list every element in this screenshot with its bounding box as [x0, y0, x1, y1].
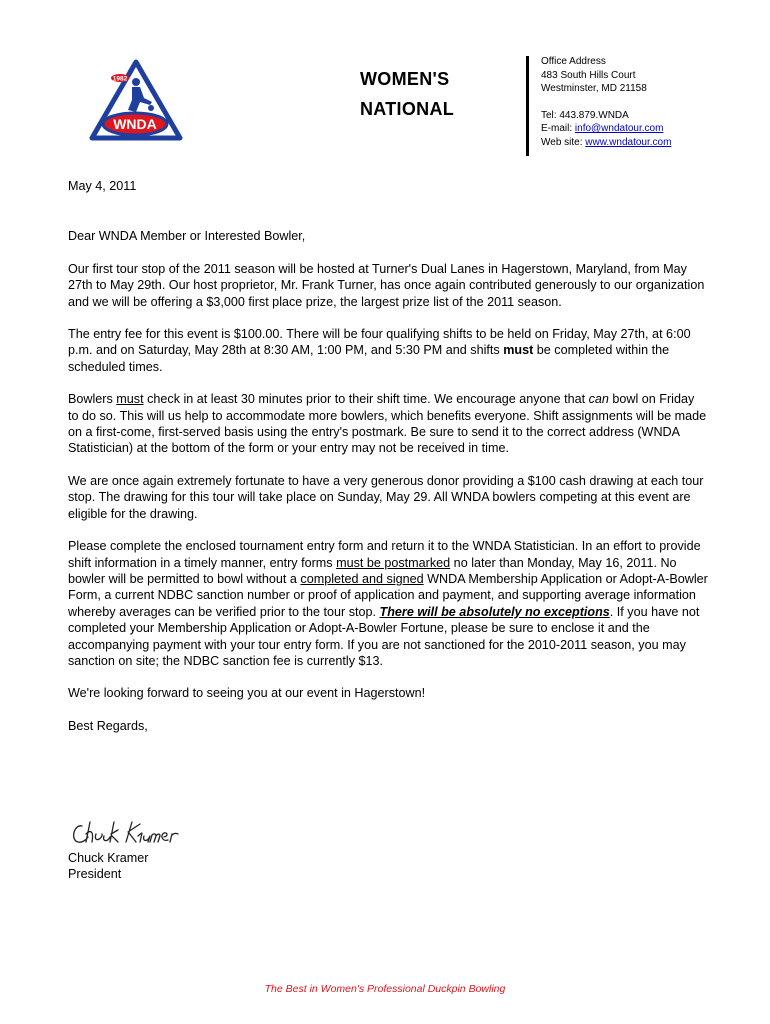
email-link[interactable]: info@wndatour.com	[574, 123, 664, 134]
email-label: E-mail:	[541, 123, 575, 134]
underline-completed: completed and signed	[300, 571, 424, 586]
signatory-name: Chuck Kramer	[68, 851, 149, 865]
closing: Best Regards,	[68, 718, 148, 733]
signatory-title: President	[68, 867, 122, 882]
header-divider	[526, 56, 529, 156]
org-name	[360, 64, 454, 124]
website-link[interactable]: www.wndatour.com	[585, 136, 672, 148]
contact-block	[541, 55, 671, 149]
letter-body	[68, 178, 708, 734]
logo-letters: WNDA	[113, 116, 157, 132]
underline-must: must	[116, 392, 144, 407]
logo-year: 1982	[112, 75, 128, 83]
address-line-2: Westminster, MD 21158	[541, 83, 647, 94]
website-row	[541, 136, 671, 150]
signatory	[68, 850, 148, 883]
letter-date: May 4, 2011	[68, 179, 137, 193]
emphasis-must: must	[503, 343, 534, 358]
paragraph-4: We are once again extremely fortunate to have a very generous donor providing a $100 cash drawing at each tour stop. The drawing for this tour will take place on Sunday, May 29. All WNDA bowlers competing at this event are eligible for the drawing.	[68, 473, 704, 521]
emphasis-can: can	[588, 392, 609, 407]
email-row	[541, 122, 671, 136]
paragraph-1: Our first tour stop of the 2011 season will be hosted at Turner's Dual Lanes in Hagerstown, Maryland, from May 27th to May 29th. Our host proprietor, Mr. Frank Turner, has once again contributed generously to our organization and we will be offering a $3,000 first place prize, the largest prize list of the 2011 season.	[68, 261, 705, 309]
website-label: Web site:	[541, 136, 586, 148]
paragraph-3: Bowlers must check in at least 30 minutes prior to their shift time. We encourage anyone that can bowl on Friday to do so. This will us help to accommodate more bowlers, which benefits everyone. Shift assignments will be made on a first-come, first-served basis using the entry's postmark. Be sure to send it to the correct address (WNDA Statistician) at the bottom of the form or your entry may not be received in time.	[68, 392, 707, 456]
emphasis-no-exceptions: There will be absolutely no exceptions	[379, 604, 610, 619]
handwritten-signature	[68, 816, 198, 850]
paragraph-5: Please complete the enclosed tournament entry form and return it to the WNDA Statistician. In an effort to provide shift information in a timely manner, entry forms must be postmarked no later than Monday, May 16, 2011. No bowler will be permitted to bowl without a completed and signed WNDA Membership Application or Adopt-A-Bowler Form, a current NDBC sanction number or proof of application and payment, and supporting average information whereby averages can be verified prior to the tour stop. There will be absolutely no exceptions. If you have not completed your Membership Application or Adopt-A-Bowler Fortune, please be sure to enclose it and the accompanying payment with your tour entry form. If you are not sanctioned for the 2010-2011 season, you may sanction on site; the NDBC sanction fee is currently $13.	[68, 539, 708, 668]
telephone: Tel: 443.879.WNDA	[541, 109, 629, 121]
office-label: Office Address	[541, 56, 606, 67]
salutation: Dear WNDA Member or Interested Bowler,	[68, 229, 306, 244]
org-line-1: WOMEN'S	[360, 69, 450, 89]
footer-tagline: The Best in Women's Professional Duckpin Bowling	[264, 983, 506, 995]
paragraph-6: We're looking forward to seeing you at our event in Hagerstown!	[68, 686, 426, 701]
address-line-1: 483 South Hills Court	[541, 69, 636, 81]
wnda-logo	[88, 58, 184, 142]
org-line-2: NATIONAL	[360, 99, 455, 119]
underline-postmarked: must be postmarked	[336, 555, 451, 570]
paragraph-2: The entry fee for this event is $100.00. There will be four qualifying shifts to be held on Friday, May 27th, at 6:00 p.m. and on Saturday, May 28th at 8:30 AM, 1:00 PM, and 5:30 PM and shifts must be completed within the scheduled times.	[68, 327, 691, 374]
